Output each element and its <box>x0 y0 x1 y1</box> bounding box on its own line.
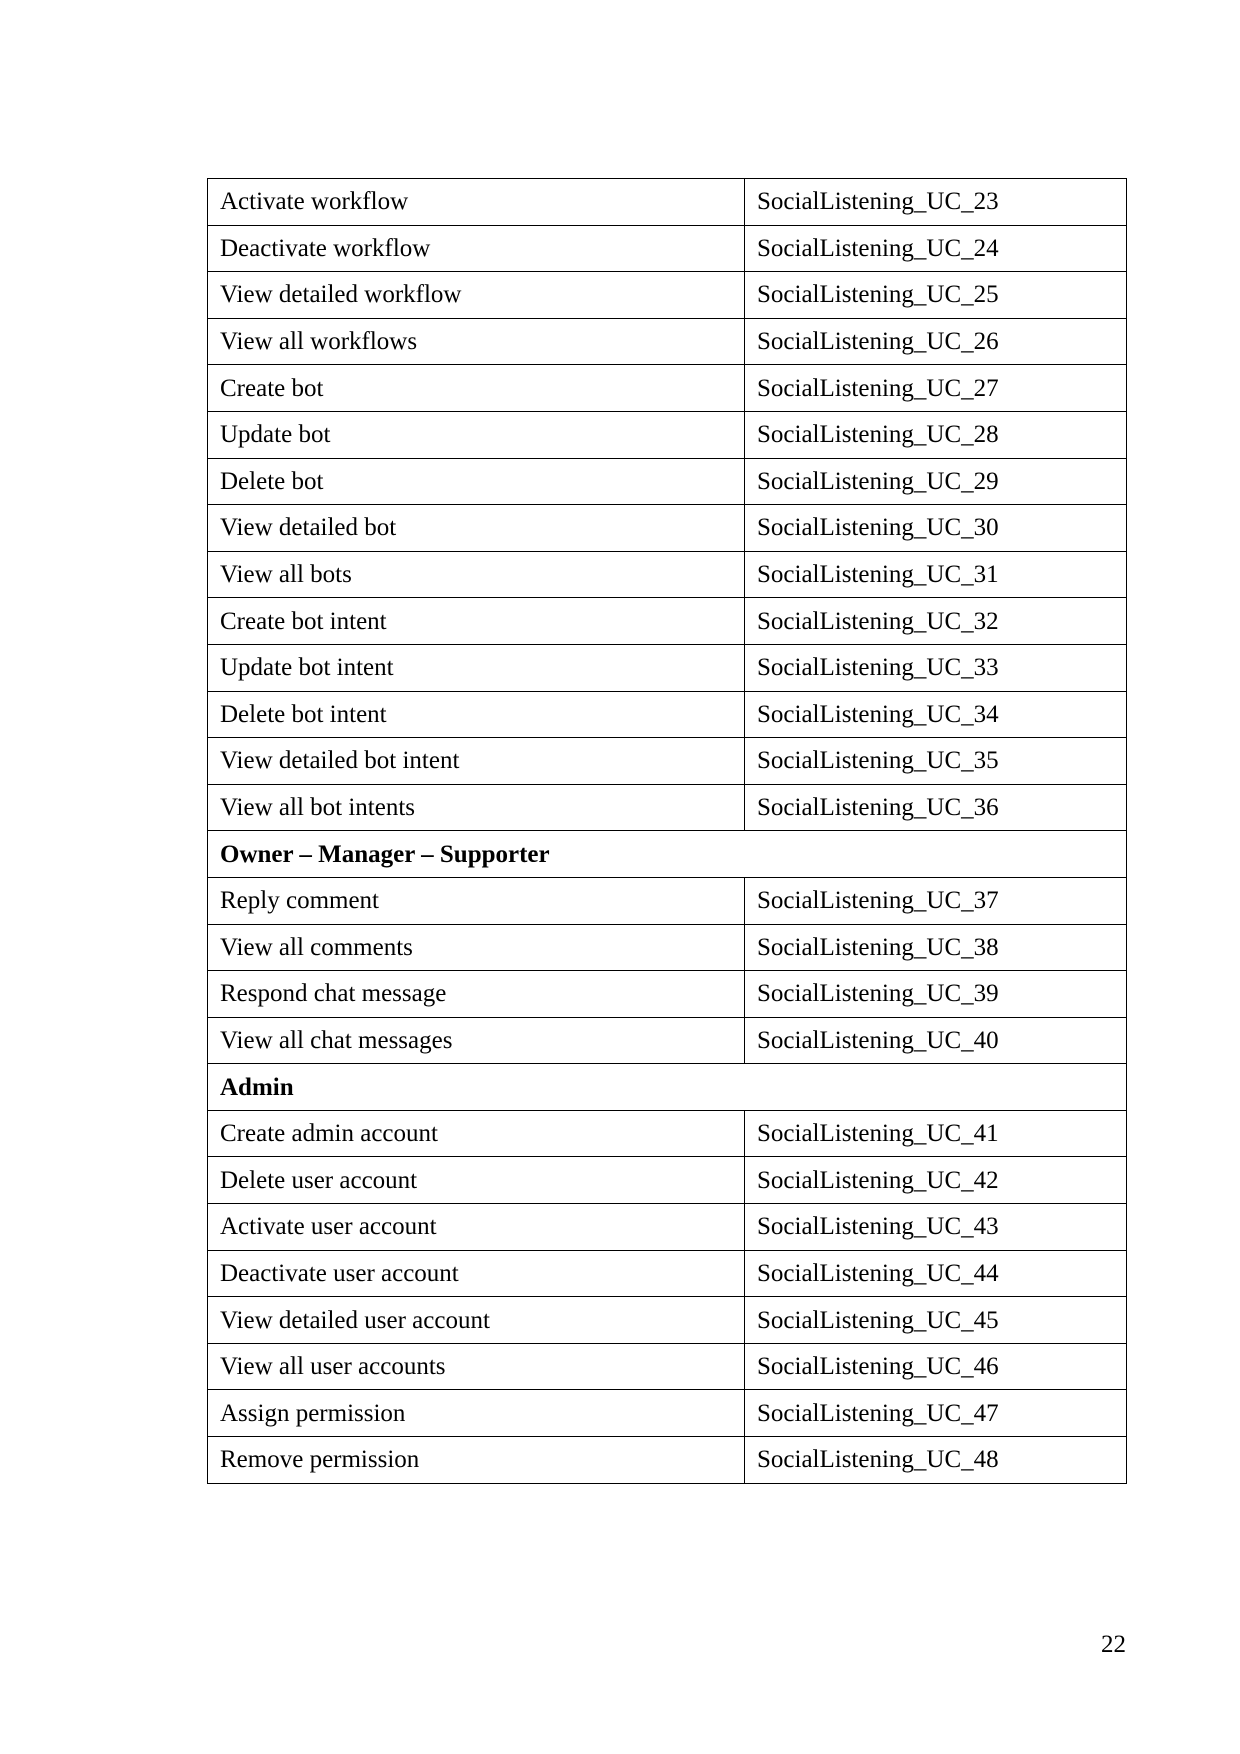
use-case-code: SocialListening_UC_27 <box>745 365 1127 412</box>
use-case-name: Create bot intent <box>208 598 745 645</box>
table-row <box>208 272 1127 319</box>
use-case-name: Update bot intent <box>208 644 745 691</box>
use-case-name: Create bot <box>208 365 745 412</box>
use-case-code: SocialListening_UC_40 <box>745 1017 1127 1064</box>
use-case-code: SocialListening_UC_43 <box>745 1204 1127 1251</box>
use-case-code: SocialListening_UC_42 <box>745 1157 1127 1204</box>
table-row <box>208 1110 1127 1157</box>
use-case-code: SocialListening_UC_32 <box>745 598 1127 645</box>
use-case-name: Delete user account <box>208 1157 745 1204</box>
use-case-code: SocialListening_UC_28 <box>745 411 1127 458</box>
table-row <box>208 1297 1127 1344</box>
use-case-name: Update bot <box>208 411 745 458</box>
use-case-name: Delete bot <box>208 458 745 505</box>
use-case-name: View detailed workflow <box>208 272 745 319</box>
use-case-code: SocialListening_UC_29 <box>745 458 1127 505</box>
use-case-code: SocialListening_UC_45 <box>745 1297 1127 1344</box>
table-row <box>208 1437 1127 1484</box>
table-row <box>208 458 1127 505</box>
use-case-code: SocialListening_UC_38 <box>745 924 1127 971</box>
table-row <box>208 784 1127 831</box>
table-row <box>208 598 1127 645</box>
table-row <box>208 1390 1127 1437</box>
use-case-name: View all bots <box>208 551 745 598</box>
table-row <box>208 644 1127 691</box>
use-case-code: SocialListening_UC_46 <box>745 1343 1127 1390</box>
use-case-name: View detailed bot <box>208 505 745 552</box>
use-case-name: Deactivate user account <box>208 1250 745 1297</box>
use-case-code: SocialListening_UC_41 <box>745 1110 1127 1157</box>
use-case-code: SocialListening_UC_24 <box>745 225 1127 272</box>
use-case-code: SocialListening_UC_44 <box>745 1250 1127 1297</box>
use-case-code: SocialListening_UC_47 <box>745 1390 1127 1437</box>
use-case-name: Delete bot intent <box>208 691 745 738</box>
use-case-name: View all bot intents <box>208 784 745 831</box>
use-case-code: SocialListening_UC_37 <box>745 877 1127 924</box>
use-case-name: View detailed user account <box>208 1297 745 1344</box>
use-case-name: View all user accounts <box>208 1343 745 1390</box>
use-case-name: View detailed bot intent <box>208 738 745 785</box>
use-case-code: SocialListening_UC_26 <box>745 318 1127 365</box>
use-case-table-body <box>208 179 1127 1484</box>
table-row <box>208 1204 1127 1251</box>
use-case-name: View all chat messages <box>208 1017 745 1064</box>
table-row <box>208 1017 1127 1064</box>
use-case-name: Create admin account <box>208 1110 745 1157</box>
page-number: 22 <box>1101 1631 1126 1658</box>
section-header-row <box>208 831 1127 878</box>
table-row <box>208 179 1127 226</box>
use-case-code: SocialListening_UC_31 <box>745 551 1127 598</box>
table-row <box>208 738 1127 785</box>
use-case-name: Deactivate workflow <box>208 225 745 272</box>
table-row <box>208 971 1127 1018</box>
table-row <box>208 411 1127 458</box>
use-case-name: Activate user account <box>208 1204 745 1251</box>
table-row <box>208 318 1127 365</box>
table-row <box>208 365 1127 412</box>
use-case-table <box>207 178 1127 1484</box>
use-case-name: Reply comment <box>208 877 745 924</box>
use-case-name: View all comments <box>208 924 745 971</box>
use-case-name: View all workflows <box>208 318 745 365</box>
use-case-code: SocialListening_UC_30 <box>745 505 1127 552</box>
table-row <box>208 1250 1127 1297</box>
table-row <box>208 1343 1127 1390</box>
table-row <box>208 691 1127 738</box>
use-case-name: Remove permission <box>208 1437 745 1484</box>
use-case-name: Respond chat message <box>208 971 745 1018</box>
use-case-name: Activate workflow <box>208 179 745 226</box>
use-case-code: SocialListening_UC_35 <box>745 738 1127 785</box>
use-case-code: SocialListening_UC_36 <box>745 784 1127 831</box>
use-case-code: SocialListening_UC_25 <box>745 272 1127 319</box>
table-row <box>208 924 1127 971</box>
use-case-code: SocialListening_UC_39 <box>745 971 1127 1018</box>
table-row <box>208 551 1127 598</box>
use-case-code: SocialListening_UC_48 <box>745 1437 1127 1484</box>
table-row <box>208 877 1127 924</box>
table-row <box>208 1157 1127 1204</box>
section-title: Owner – Manager – Supporter <box>208 831 1127 878</box>
table-row <box>208 225 1127 272</box>
use-case-code: SocialListening_UC_33 <box>745 644 1127 691</box>
use-case-code: SocialListening_UC_23 <box>745 179 1127 226</box>
use-case-code: SocialListening_UC_34 <box>745 691 1127 738</box>
use-case-name: Assign permission <box>208 1390 745 1437</box>
section-title: Admin <box>208 1064 1127 1111</box>
table-row <box>208 505 1127 552</box>
section-header-row <box>208 1064 1127 1111</box>
